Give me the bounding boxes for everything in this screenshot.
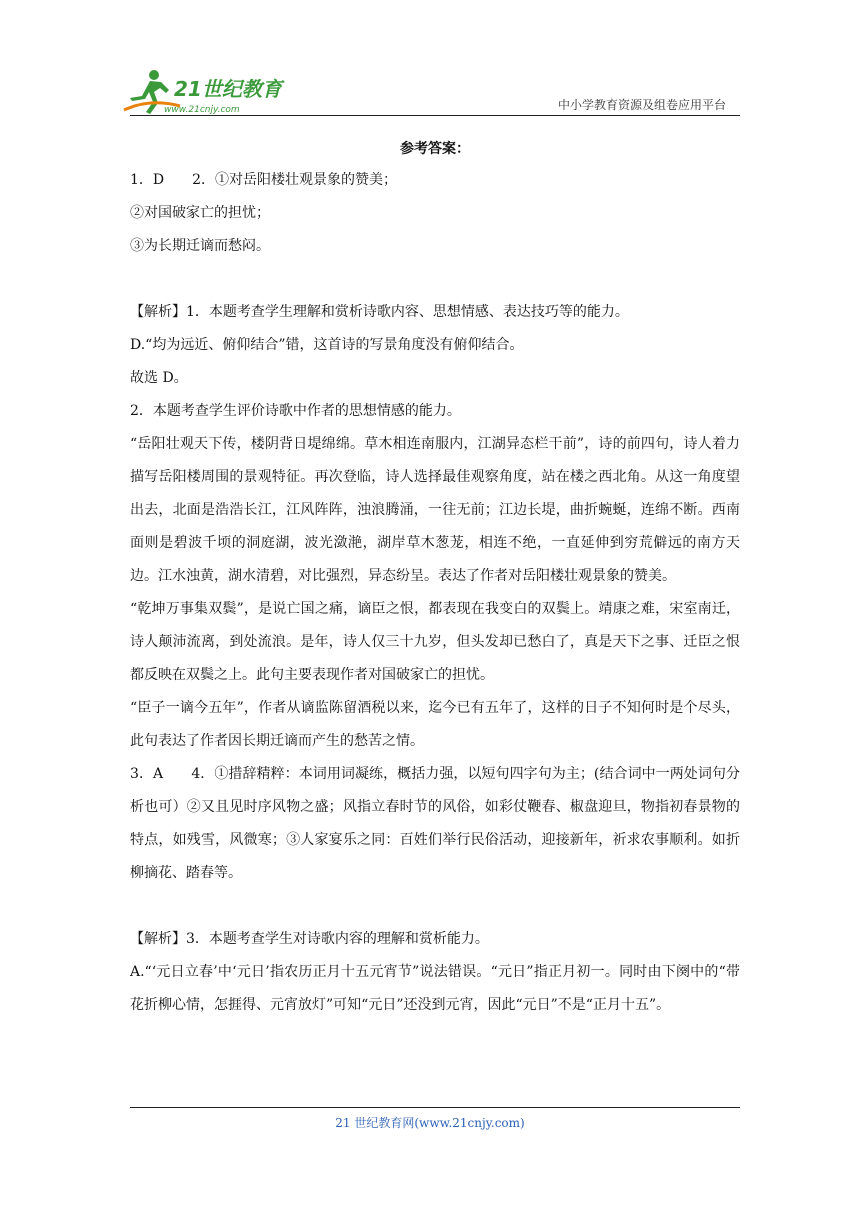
paragraph: 故选 D。	[130, 370, 188, 386]
spacer	[130, 890, 740, 923]
svg-text:www.21cnjy.com: www.21cnjy.com	[164, 105, 240, 115]
spacer	[130, 263, 740, 296]
paragraph: “臣子一谪今五年”，作者从谪监陈留酒税以来，迄今已有五年了，这样的日子不知何时是个尽头，此句表达了作者因长期迁谪而产生的愁苦之情。	[130, 700, 740, 749]
svg-text:21世纪教育: 21世纪教育	[174, 77, 282, 101]
paragraph: ③为长期迁谪而愁闷。	[130, 238, 270, 254]
page-header	[120, 60, 740, 120]
footer-text: 21 世纪教育网(www.21cnjy.com)	[335, 1116, 525, 1130]
paragraph: 【解析】1．本题考查学生理解和赏析诗歌内容、思想情感、表达技巧等的能力。	[130, 304, 629, 320]
site-logo	[120, 66, 295, 118]
paragraph: “岳阳壮观天下传，楼阴背日堤绵绵。草木相连南服内，江湖异态栏干前”，诗的前四句，诗人着力描写岳阳楼周围的景观特征。再次登临，诗人选择最佳观察角度，站在楼之西北角。从这一角度望出去，北面是浩浩长江，江风阵阵，浊浪腾涌，一往无前；江边长堤，曲折蜿蜒，连绵不断。西南面则是碧波千顷的洞庭湖，波光潋滟，湖岸草木葱茏，相连不绝，一直延伸到穷荒僻远的南方天边。江水浊黄，湖水清碧，对比强烈，异态纷呈。表达了作者对岳阳楼壮观景象的赞美。	[130, 436, 740, 584]
footer-divider	[130, 1107, 740, 1108]
page-title: 参考答案：	[400, 141, 470, 157]
paragraph: 2．本题考查学生评价诗歌中作者的思想情感的能力。	[130, 403, 461, 419]
answer-content	[130, 128, 740, 1022]
paragraph: D.“均为远近、俯仰结合”错，这首诗的写景角度没有俯仰结合。	[130, 337, 524, 353]
paragraph: “乾坤万事集双鬓”，是说亡国之痛，谪臣之恨，都表现在我变白的双鬓上。靖康之难，宋室南迁，诗人颠沛流离，到处流浪。是年，诗人仅三十九岁，但头发却已愁白了，真是天下之事、迁臣之恨都反映在双鬓之上。此句主要表现作者对国破家亡的担忧。	[130, 601, 740, 683]
paragraph: 1．D 2．①对岳阳楼壮观景象的赞美；	[130, 172, 398, 188]
paragraph: A.“‘元日立春’中‘元日’指农历正月十五元宵节”说法错误。“元日”指正月初一。同时由下阕中的“带花折柳心情，怎捱得、元宵放灯”可知“元日”还没到元宵，因此“元日”不是“正月十五”。	[130, 964, 740, 1013]
paragraph: 3．A 4．①措辞精粹：本词用词凝练，概括力强，以短句四字句为主；(结合词中一两处词句分析也可）②又且见时序风物之盛；风指立春时节的风俗，如彩仗鞭春、椒盘迎旦，物指初春景物的特点，如残雪，风微寒；③人家宴乐之同：百姓们举行民俗活动，迎接新年，祈求农事顺利。如折柳摘花、踏春等。	[130, 766, 740, 881]
paragraph: ②对国破家亡的担忧；	[130, 205, 270, 221]
paragraph: 【解析】3．本题考查学生对诗歌内容的理解和赏析能力。	[130, 931, 489, 947]
platform-name: 中小学教育资源及组卷应用平台	[557, 98, 726, 112]
header-divider	[130, 115, 740, 116]
